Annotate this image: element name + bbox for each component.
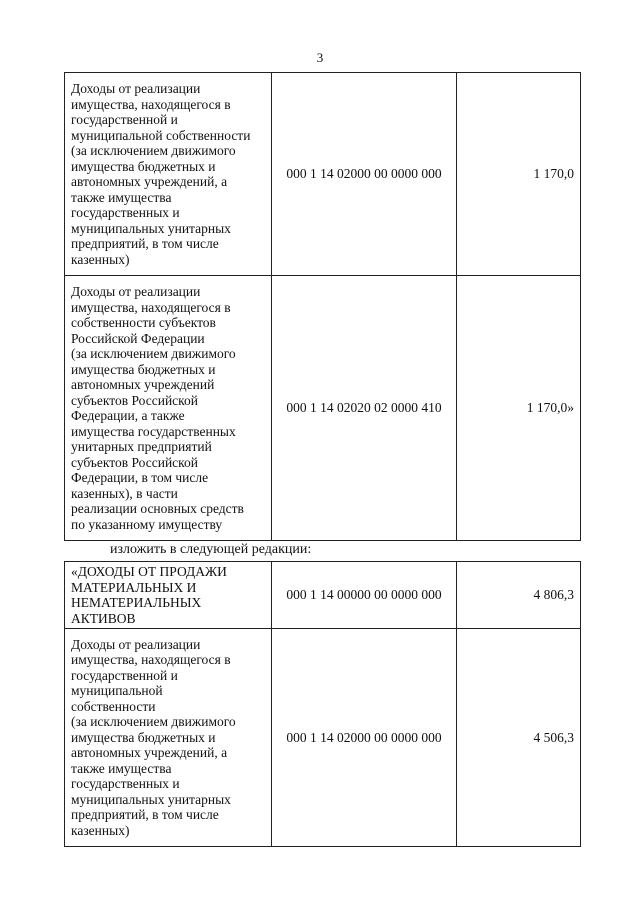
revenue-description: «ДОХОДЫ ОТ ПРОДАЖИ МАТЕРИАЛЬНЫХ И НЕМАТЕРИАЛЬНЫХ АКТИВОВ [65, 562, 272, 629]
budget-code: 000 1 14 02000 00 0000 000 [272, 73, 457, 276]
revenue-table-before [64, 72, 581, 541]
table-row [65, 629, 581, 847]
table-row [65, 562, 581, 629]
amount: 1 170,0 [457, 73, 581, 276]
budget-code: 000 1 14 02000 00 0000 000 [272, 629, 457, 847]
budget-code: 000 1 14 00000 00 0000 000 [272, 562, 457, 629]
revenue-table-after [64, 561, 581, 847]
amount: 4 806,3 [457, 562, 581, 629]
revenue-description: Доходы от реализации имущества, находящегося в государственной и муниципальной собственности (за исключением движимого имущества бюджетных и автономных учреждений, а также имущества государственных и муниципальных унитарных предприятий, в том числе казенных) [65, 629, 272, 847]
amendment-caption: изложить в следующей редакции: [110, 542, 312, 557]
amount: 4 506,3 [457, 629, 581, 847]
table-row [65, 276, 581, 541]
revenue-description: Доходы от реализации имущества, находящегося в собственности субъектов Российской Федерации (за исключением движимого имущества бюджетных и автономных учреждений субъектов Российской Федерации, а также имущества государственных унитарных предприятий субъектов Российской Федерации, в том числе казенных), в части реализации основных средств по указанному имуществу [65, 276, 272, 541]
amount: 1 170,0» [457, 276, 581, 541]
page-number: 3 [316, 50, 324, 65]
revenue-description: Доходы от реализации имущества, находящегося в государственной и муниципальной собственности (за исключением движимого имущества бюджетных и автономных учреждений, а также имущества государственных и муниципальных унитарных предприятий, в том числе казенных) [65, 73, 272, 276]
budget-code: 000 1 14 02020 02 0000 410 [272, 276, 457, 541]
table-row [65, 73, 581, 276]
